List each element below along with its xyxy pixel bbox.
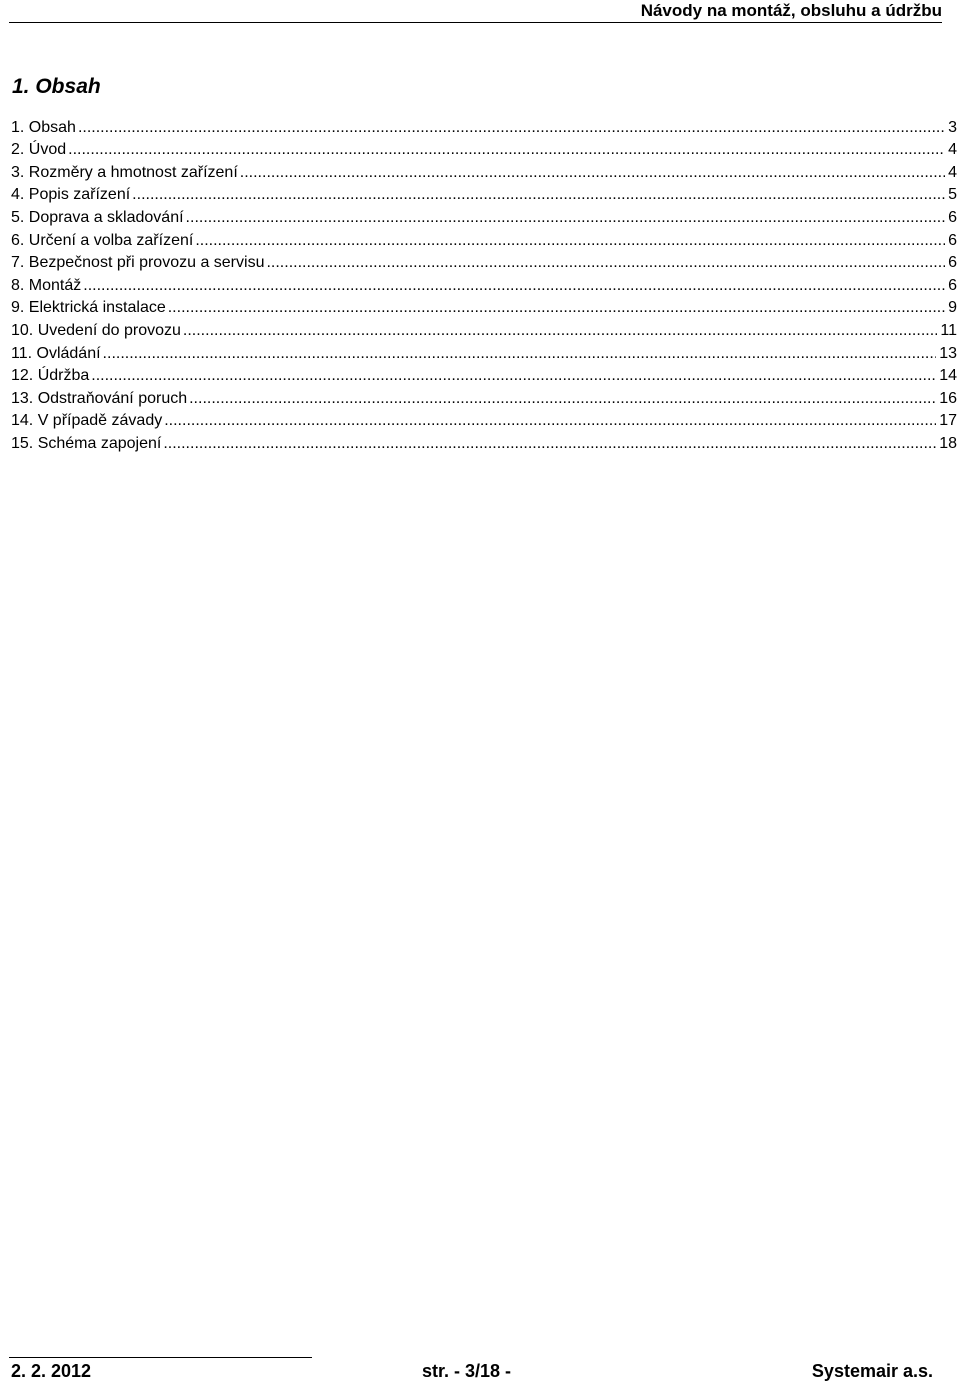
toc-entry-page: 3: [948, 118, 957, 136]
dot-leader: [68, 141, 945, 159]
toc-entry-label: 1. Obsah: [11, 118, 76, 136]
dot-leader: [183, 322, 938, 340]
dot-leader: [91, 367, 936, 385]
dot-leader: [195, 232, 945, 250]
toc-entry-page: 17: [939, 412, 957, 430]
toc-entry[interactable]: [11, 317, 957, 340]
toc-entry-label: 4. Popis zařízení: [11, 186, 131, 204]
toc-heading: 1. Obsah: [12, 75, 101, 98]
toc-entry[interactable]: [11, 272, 957, 295]
toc-entry-page: 11: [940, 321, 957, 339]
toc-entry[interactable]: [11, 204, 957, 227]
toc-entry-page: 6: [948, 276, 957, 294]
dot-leader: [78, 119, 945, 137]
toc-entry-label: 14. V případě závady: [11, 412, 163, 430]
toc-entry[interactable]: [11, 385, 957, 408]
dot-leader: [164, 412, 936, 430]
toc-entry-label: 13. Odstraňování poruch: [11, 389, 188, 407]
toc-entry-page: 4: [948, 141, 957, 159]
dot-leader: [240, 164, 945, 182]
toc-entry-page: 18: [939, 434, 957, 452]
header-divider: [9, 22, 942, 23]
toc-entry-label: 5. Doprava a skladování: [11, 208, 184, 226]
dot-leader: [168, 299, 945, 317]
toc-entry-page: 13: [939, 344, 957, 362]
toc-entry[interactable]: [11, 295, 957, 318]
dot-leader: [132, 186, 945, 204]
toc-entry-label: 3. Rozměry a hmotnost zařízení: [11, 163, 238, 181]
document-title: Návody na montáž, obsluhu a údržbu: [640, 1, 942, 20]
toc-entry-page: 9: [948, 299, 957, 317]
dot-leader: [83, 277, 945, 295]
footer-divider: [9, 1357, 312, 1358]
dot-leader: [189, 390, 936, 408]
toc-entry-page: 5: [948, 186, 957, 204]
table-of-contents: [11, 114, 957, 453]
toc-entry-page: 6: [948, 208, 957, 226]
toc-entry-label: 9. Elektrická instalace: [11, 299, 166, 317]
toc-entry-page: 14: [939, 367, 957, 385]
dot-leader: [186, 209, 946, 227]
footer-date: 2. 2. 2012: [11, 1361, 92, 1381]
toc-entry-label: 8. Montáž: [11, 276, 82, 294]
toc-entry[interactable]: [11, 250, 957, 273]
toc-entry-label: 7. Bezpečnost při provozu a servisu: [11, 254, 265, 272]
toc-entry[interactable]: [11, 408, 957, 431]
toc-entry-page: 4: [948, 163, 957, 181]
toc-entry[interactable]: [11, 114, 957, 137]
dot-leader: [266, 254, 945, 272]
toc-entry-label: 6. Určení a volba zařízení: [11, 231, 194, 249]
dot-leader: [103, 345, 937, 363]
toc-entry-label: 12. Údržba: [11, 367, 90, 385]
dot-leader: [163, 435, 936, 453]
toc-entry-page: 6: [948, 231, 957, 249]
toc-entry-page: 6: [948, 254, 957, 272]
toc-entry[interactable]: [11, 340, 957, 363]
toc-entry[interactable]: [11, 137, 957, 160]
toc-entry-label: 11. Ovládání: [11, 344, 101, 362]
toc-entry[interactable]: [11, 363, 957, 386]
page-number: str. - 3/18 -: [422, 1361, 512, 1381]
toc-entry-label: 10. Uvedení do provozu: [11, 321, 181, 339]
toc-entry-label: 15. Schéma zapojení: [11, 434, 162, 452]
toc-entry-page: 16: [939, 389, 957, 407]
company-name: Systemair a.s.: [811, 1361, 933, 1381]
toc-entry[interactable]: [11, 159, 957, 182]
toc-entry[interactable]: [11, 430, 957, 453]
toc-entry[interactable]: [11, 227, 957, 250]
toc-entry-label: 2. Úvod: [11, 141, 67, 159]
toc-entry[interactable]: [11, 182, 957, 205]
